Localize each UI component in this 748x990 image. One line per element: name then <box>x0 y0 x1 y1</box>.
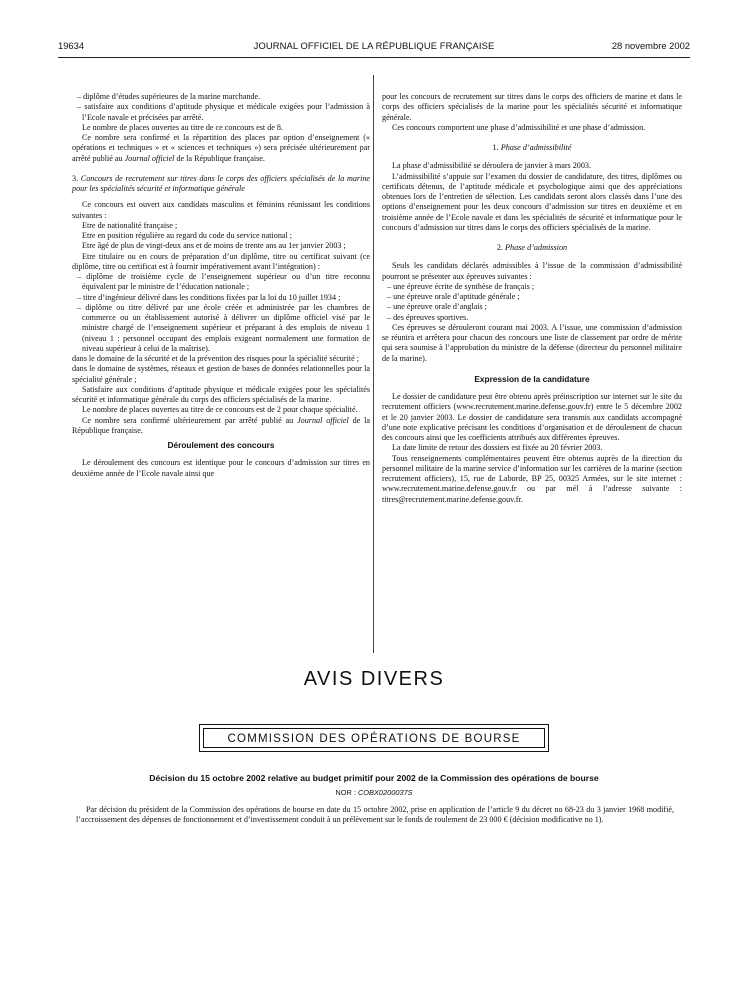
subheading-admission <box>382 243 682 253</box>
list-item: – diplôme de troisième cycle de l’enseignement supérieur ou d’un titre reconnu équivalent par le ministre de l’éducation nationale ; <box>77 272 370 292</box>
section-heading <box>72 174 370 195</box>
paragraph <box>72 416 370 437</box>
paragraph: Ces concours comportent une phase d’admissibilité et une phase d’admission. <box>392 122 646 132</box>
avis-divers-heading: AVIS DIVERS <box>303 668 445 690</box>
paragraph: Le dossier de candidature peut être obtenu après préinscription sur internet sur le site du recrutement officiers (www.recrutement.marine.defense.gouv.fr) entre le 5 décembre 2002 et le 20 janvier 2003. Le dossier de candidature sera transmis aux candidats accompagné d’une note explicative précisant les conditions d’organisation et de déroulement de chacun des concours ainsi que les coefficients attribués aux différentes épreuves. <box>382 392 682 442</box>
nor-code: COBX0200037S <box>357 788 413 797</box>
decision-title: Décision du 15 octobre 2002 relative au budget primitif pour 2002 de la Commission des opérations de bourse <box>149 773 599 783</box>
paragraph: Etre en position régulière au regard du code du service national ; <box>82 231 293 240</box>
paragraph: Le nombre de places ouvertes au titre de ce concours est de 2 pour chaque spécialité. <box>82 405 358 415</box>
list-item: – des épreuves sportives. <box>387 312 469 322</box>
subheading-admissibilite <box>382 143 682 153</box>
paragraph: L’admissibilité s’appuie sur l’examen du dossier de candidature, des titres, diplômes ou certificats détenus, de l’aptitude médicale et psychologique ainsi que des appréciations obtenues lors de l’entretien de sélection. Les candidats seront alors classés dans l’une des options d’enseignement pour les deux concours d’admission sur titres en deuxième et en troisième année de l’Ecole navale et dans les spécialités de sécurité et informatique pour le concours d’admission sur titres dans le corps des officiers spécialisés de la marine. <box>382 171 682 232</box>
nor-reference <box>58 788 690 797</box>
list-item: – une épreuve orale d’anglais ; <box>387 302 487 312</box>
paragraph: Ces épreuves se dérouleront courant mai 2003. A l’issue, une commission d’admission se réunira et arrêtera pour chacun des concours une liste de classement par ordre de mérite qui sera soumise à l’approbation du ministre de la défense (directeur du personnel militaire de la marine). <box>382 322 682 363</box>
paragraph: – diplôme d’études supérieures de la marine marchande. <box>77 92 261 101</box>
paragraph: Tous renseignements complémentaires peuvent être obtenus auprès de la direction du personnel militaire de la marine service d’information sur les carrières de la marine (section recrutement officiers), 15, rue de Laborde, BP 25, 00325 Armées, sur le site internet : www.recrutement.marine.defense.gouv.fr ou par mél à l’adresse suivante : titres@recrutement.marine.defense.gouv.fr. <box>382 453 682 504</box>
section-title: Concours de recrutement sur titres dans le corps des officiers spécialisés de la marine pour les spécialités sécurité et informatique générale <box>72 173 370 193</box>
column-divider <box>373 75 374 653</box>
heading-title: Phase d’admission <box>503 243 568 252</box>
paragraph: Seuls les candidats déclarés admissibles à l’issue de la commission d’admissibilité pourront se présenter aux épreuves suivantes : <box>382 261 682 281</box>
paragraph: Etre de nationalité française ; <box>82 220 178 230</box>
journal-ref: Journal officiel <box>297 415 349 425</box>
paragraph: dans le domaine de la sécurité et de la prévention des risques pour la spécialité sécurité ; <box>72 354 359 363</box>
subheading-expression: Expression de la candidature <box>474 373 590 384</box>
paragraph: La phase d’admissibilité se déroulera de janvier à mars 2003. <box>392 161 591 171</box>
text-span: Ce nombre sera confirmé ultérieurement par arrêté publié au <box>82 415 298 425</box>
paragraph: Satisfaire aux conditions d’aptitude physique et médicale exigées pour les spécialités sécurité et informatique générale du corps des officiers spécialisés de la marine. <box>72 384 370 404</box>
journal-ref: Journal officiel <box>124 153 175 163</box>
heading-number: 2. <box>496 243 503 252</box>
heading-title: Phase d’admissibilité <box>498 143 572 152</box>
paragraph: Le nombre de places ouvertes au titre de ce concours est de 8. <box>82 122 284 132</box>
list-item: – diplôme ou titre délivré par une école créée et administrée par les chambres de commerce ou un établissement autorisé à délivrer un diplôme officiel visé par le ministre chargé de l’enseignement supérieur et préparant à des emplois de niveau 1 (niveau 1 : personnel occupant des emplois exigeant normalement une formation de niveau supérieur à celui de la maîtrise). <box>77 302 370 353</box>
commission-title: COMMISSION DES OPÉRATIONS DE BOURSE <box>203 728 545 748</box>
paragraph: Ce concours est ouvert aux candidats masculins et féminins réunissant les conditions suivantes : <box>72 200 370 220</box>
header-rule <box>58 57 690 58</box>
paragraph: dans le domaine de systèmes, réseaux et gestion de bases de données relationnelles pour la spécialité générale ; <box>72 364 370 384</box>
journal-title: JOURNAL OFFICIEL DE LA RÉPUBLIQUE FRANÇAISE <box>253 40 495 51</box>
heading-number: 1. <box>492 143 499 152</box>
paragraph: Etre titulaire ou en cours de préparation d’un diplôme, titre ou certificat suivant (ce diplôme, titre ou certificat est à fournir impérativement avant l’intégration) : <box>72 251 370 271</box>
text-span: de la République française. <box>72 415 370 435</box>
list-item: – une épreuve orale d’aptitude générale ; <box>387 292 520 301</box>
paragraph <box>72 133 370 164</box>
paragraph: Etre âgé de plus de vingt-deux ans et de moins de trente ans au 1er janvier 2003 ; <box>82 241 346 251</box>
section-number: 3. <box>72 173 79 183</box>
page-number: 19634 <box>58 40 85 51</box>
commission-box <box>199 724 549 752</box>
list-item: – titre d’ingénieur délivré dans les conditions fixées par la loi du 10 juillet 1934 ; <box>77 292 341 302</box>
paragraph: – satisfaire aux conditions d’aptitude physique et médicale exigées pour l’admission à l’Ecole navale et précisées par arrêté. <box>77 102 370 122</box>
text-span: Ce nombre sera confirmé et la répartition des places par option d’enseignement (« opérations et techniques » et « sciences et techniques ») sera précisée ultérieurement par arrêté publié au <box>72 133 370 163</box>
nor-label: NOR : <box>335 788 358 797</box>
paragraph: La date limite de retour des dossiers est fixée au 20 février 2003. <box>392 443 603 453</box>
right-column <box>382 92 682 505</box>
text-span: de la République française. <box>174 153 265 163</box>
decision-paragraph: Par décision du président de la Commission des opérations de bourse en date du 15 octobre 2002, prise en application de l’article 9 du décret no 68-23 du 3 janvier 1968 modifié, l’accroissement des dépenses de fonctionnement et d’investissement conduit à un prélèvement sur le fonds de roulement de 23 000 € (décision modificative no 1). <box>76 805 674 825</box>
subheading-deroulement: Déroulement des concours <box>167 440 275 450</box>
issue-date: 28 novembre 2002 <box>611 40 690 51</box>
list-item: – une épreuve écrite de synthèse de français ; <box>387 281 535 291</box>
paragraph: pour les concours de recrutement sur titres dans le corps des officiers de marine et dans le corps des officiers spécialisés de la marine pour les spécialités sécurité et informatique générale. <box>382 92 682 122</box>
paragraph: Le déroulement des concours est identique pour le concours d’admission sur titres en deuxième année de l’Ecole navale ainsi que <box>72 458 370 478</box>
left-column <box>72 92 370 479</box>
page-header <box>58 40 690 56</box>
